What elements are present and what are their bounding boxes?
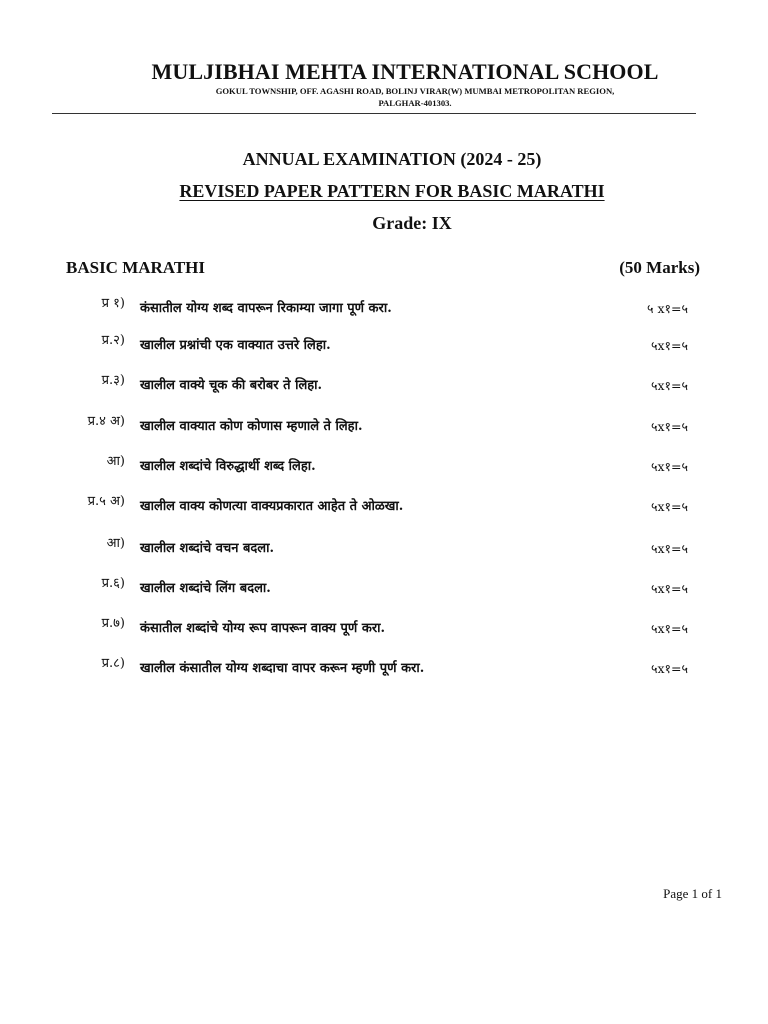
subject-heading: BASIC MARATHI xyxy=(66,258,206,277)
question-text: कंसातील शब्दांचे योग्य रूप वापरून वाक्य पूर्ण करा. xyxy=(140,621,386,636)
question-row xyxy=(0,658,768,682)
question-text: खालील शब्दांचे विरुद्धार्थी शब्द लिहा. xyxy=(140,459,316,474)
question-row xyxy=(0,496,768,520)
question-row xyxy=(0,416,768,440)
question-marks: ५x१=५ xyxy=(650,378,688,393)
address-line-1: GOKUL TOWNSHIP, OFF. AGASHI ROAD, BOLINJ VIRAR(W) MUMBAI METROPOLITAN REGION, xyxy=(215,86,615,96)
question-row xyxy=(0,375,768,399)
page-number: Page 1 of 1 xyxy=(663,886,722,901)
question-number: प्र.३) xyxy=(101,373,125,388)
paper-pattern-title: REVISED PAPER PATTERN FOR BASIC MARATHI xyxy=(179,181,605,201)
exam-title: ANNUAL EXAMINATION (2024 - 25) xyxy=(242,149,542,169)
grade-label: Grade: IX xyxy=(372,213,452,233)
question-row xyxy=(0,298,768,322)
question-marks: ५x१=५ xyxy=(650,541,688,556)
question-number: प्र १) xyxy=(101,296,125,311)
question-text: खालील प्रश्नांची एक वाक्यात उत्तरे लिहा. xyxy=(140,338,331,353)
question-text: खालील वाक्यात कोण कोणास म्हणाले ते लिहा. xyxy=(140,419,363,434)
question-marks: ५x१=५ xyxy=(650,459,688,474)
question-number: प्र.८) xyxy=(101,656,125,671)
question-text: खालील शब्दांचे वचन बदला. xyxy=(140,541,274,556)
question-number: आ) xyxy=(106,536,125,551)
question-text: खालील शब्दांचे लिंग बदला. xyxy=(140,581,271,596)
question-text: खालील वाक्ये चूक की बरोबर ते लिहा. xyxy=(140,378,323,393)
question-number: प्र.५ अ) xyxy=(87,494,125,509)
question-number: प्र.७) xyxy=(101,616,125,631)
question-row xyxy=(0,538,768,562)
question-marks: ५x१=५ xyxy=(650,338,688,353)
question-text: खालील वाक्य कोणत्या वाक्यप्रकारात आहेत ते ओळखा. xyxy=(140,499,404,514)
question-number: आ) xyxy=(106,454,125,469)
question-number: प्र.६) xyxy=(101,576,125,591)
school-name: MULJIBHAI MEHTA INTERNATIONAL SCHOOL xyxy=(151,59,659,84)
question-marks: ५x१=५ xyxy=(650,499,688,514)
question-marks: ५x१=५ xyxy=(650,621,688,636)
question-number: प्र.४ अ) xyxy=(87,414,125,429)
question-text: खालील कंसातील योग्य शब्दाचा वापर करून म्हणी पूर्ण करा. xyxy=(140,661,425,676)
question-number: प्र.२) xyxy=(101,333,125,348)
question-row xyxy=(0,578,768,602)
question-marks: ५ x१=५ xyxy=(647,301,688,316)
question-row xyxy=(0,335,768,359)
question-marks: ५x१=५ xyxy=(650,581,688,596)
address-line-2: PALGHAR-401303. xyxy=(378,98,452,108)
question-marks: ५x१=५ xyxy=(650,661,688,676)
question-row xyxy=(0,618,768,642)
total-marks: (50 Marks) xyxy=(619,258,700,277)
question-text: कंसातील योग्य शब्द वापरून रिकाम्या जागा पूर्ण करा. xyxy=(140,301,392,316)
question-marks: ५x१=५ xyxy=(650,419,688,434)
question-row xyxy=(0,456,768,480)
